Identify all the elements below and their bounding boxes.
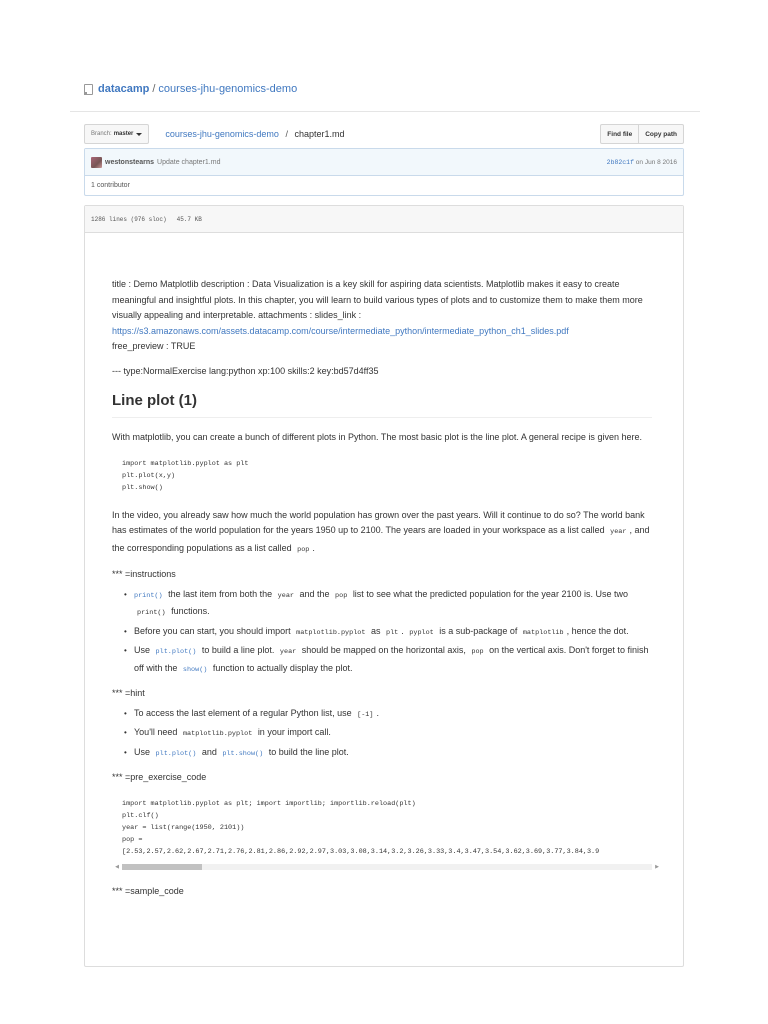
video-text-a: In the video, you already saw how much the world population has grown over the past years. Will it continue to do so? The world bank has estimates of the world population for the years 1950 up to 2100. The years are loaded in your workspace as a list called (112, 509, 645, 535)
file-info-header (85, 206, 683, 233)
commit-author-link[interactable]: westonstearns (105, 158, 155, 166)
inline-code-module: matplotlib.pyplot (296, 628, 366, 637)
breadcrumb (165, 129, 344, 139)
inline-code-print: print() (134, 591, 163, 600)
instr1-text-b: and the (299, 588, 330, 599)
intro-text: title : Demo Matplotlib description : Data Visualization is a key skill for aspiring data scientists. Matplotlib makes it easy to create meaningful and insightful plots. In this chapter, you will learn to build various types of plots and to customize them to make them more visually appealing and interpretable. attachments : slides_link : (112, 279, 643, 320)
markdown-body (112, 277, 659, 899)
inline-code-matplotlib: matplotlib (522, 628, 564, 637)
instr2-text-e: , hence the dot. (566, 625, 629, 636)
file-size: 45.7 KB (176, 215, 202, 223)
instr1-text-c: list to see what the predicted population for the year 2100 is. Use two (352, 588, 628, 599)
free-preview-text: free_preview : TRUE (112, 341, 196, 351)
contributors-row[interactable] (85, 176, 683, 195)
instr3-text-e: function to actually display the plot. (212, 662, 353, 673)
file-line-count: 1286 lines (976 sloc) (91, 215, 167, 223)
hint1-text-a: To access the last element of a regular Python list, use (134, 707, 352, 718)
inline-code-plt: plt (386, 628, 399, 637)
intro-paragraph (112, 277, 652, 355)
inline-code-pop: pop (335, 591, 348, 600)
hint3-text-b: and (201, 746, 217, 757)
list-item (126, 745, 652, 763)
intro-line-plot: With matplotlib, you can create a bunch of different plots in Python. The most basic plot is the line plot. A general recipe is given here. (112, 432, 642, 442)
type-line: --- type:NormalExercise lang:python xp:100 skills:2 key:bd57d4ff35 (112, 365, 379, 376)
branch-select-button[interactable] (84, 124, 149, 144)
header-divider (70, 111, 700, 112)
inline-code-print: print() (137, 609, 166, 617)
copy-path-button[interactable]: Copy path (639, 124, 684, 144)
repo-header (84, 83, 297, 95)
inline-code-year: year (610, 528, 627, 536)
avatar[interactable] (91, 157, 102, 168)
inline-code-pop: pop (471, 648, 484, 656)
list-item (126, 624, 652, 642)
inline-code-year: year (279, 648, 297, 656)
repo-icon (84, 84, 93, 95)
commit-meta (607, 159, 677, 166)
instr1-text-a: the last item from both the (168, 588, 273, 599)
hint3-text-c: to build the line plot. (268, 746, 349, 757)
sample-code-label: *** =sample_code (112, 885, 184, 896)
branch-value: master (113, 131, 134, 137)
instructions-label: *** =instructions (112, 569, 176, 579)
code-block-recipe: import matplotlib.pyplot as plt plt.plot(x,y) plt.show() (122, 458, 652, 494)
slides-link[interactable]: https://s3.amazonaws.com/assets.datacamp.com/course/intermediate_python/intermediate_python_ch1_slides.pdf (112, 325, 569, 336)
instr2-text-b: as (370, 625, 381, 636)
instr3-text-c: should be mapped on the horizontal axis, (301, 645, 466, 655)
instr2-text-c: . (401, 625, 404, 636)
commit-message-link[interactable]: Update chapter1.md (157, 158, 221, 166)
commit-date: on Jun 8 2016 (635, 158, 677, 166)
list-item (126, 725, 652, 743)
commit-sha-link[interactable]: 2b82c1f (606, 158, 634, 166)
instr3-text-b: to build a line plot. (201, 645, 275, 655)
code-block-pre-exercise: import matplotlib.pyplot as plt; import importlib; importlib.reload(plt) plt.clf() year = list(range(1950, 2101)) pop = [2.53,2.57,2.62,2.67,2.71,2.76,2.81,2.86,2.92,2.97,3.03,3.08,3.14,3.2,3.26,3.33,3.4,3.47,3.54,3.62,3.69,3.77,3.84,3.9 (122, 798, 652, 858)
instr2-text-a: Before you can start, you should import (134, 625, 291, 636)
inline-code-year: year (277, 591, 294, 600)
video-paragraph (112, 508, 652, 559)
section-heading: Line plot (1) (112, 391, 652, 418)
file-navigation (84, 123, 684, 145)
video-text-b: , and the corresponding populations as a list called (112, 525, 650, 553)
inline-code-pop: pop (297, 545, 310, 554)
inline-code-show: plt.show() (222, 749, 264, 758)
inline-code-pyplot: pyplot (409, 628, 434, 637)
inline-code-plot: plt.plot() (155, 648, 197, 656)
breadcrumb-file: chapter1.md (294, 129, 345, 139)
scroll-left-icon[interactable]: ◀ (115, 863, 119, 870)
instr3-text-a: Use (134, 645, 151, 655)
inline-code-show: show() (182, 665, 208, 674)
scrollbar-thumb[interactable] (122, 864, 202, 870)
repo-owner-link[interactable]: datacamp (98, 83, 150, 95)
list-item (126, 643, 652, 678)
instr3-text-d: on the vertical axis. Don't forget to finish off with the (134, 645, 649, 673)
hint3-text-a: Use (134, 746, 151, 757)
list-item (126, 587, 652, 622)
scroll-right-icon[interactable]: ▶ (655, 863, 659, 870)
hint1-text-b: . (376, 707, 379, 718)
breadcrumb-repo-link[interactable]: courses-jhu-genomics-demo (165, 129, 279, 139)
find-file-button[interactable]: Find file (600, 124, 639, 144)
branch-label: Branch: (91, 131, 112, 137)
list-item (126, 706, 652, 724)
commit-tease (84, 148, 684, 196)
inline-code-module: matplotlib.pyplot (182, 730, 253, 738)
instr1-text-d: functions. (171, 606, 210, 616)
instructions-list (112, 587, 652, 679)
contributors-count: 1 contributor (91, 182, 130, 189)
latest-commit-row (85, 149, 683, 176)
breadcrumb-separator: / (285, 129, 288, 139)
hint-label: *** =hint (112, 688, 145, 698)
horizontal-scrollbar[interactable] (115, 863, 659, 870)
file-action-buttons (600, 124, 684, 144)
chevron-down-icon (136, 133, 142, 136)
inline-code-plot: plt.plot() (155, 749, 197, 758)
repo-separator: / (152, 83, 156, 95)
pre-exercise-label: *** =pre_exercise_code (112, 772, 207, 782)
hint2-text-a: You'll need (134, 727, 178, 737)
inline-code-index: [-1] (357, 710, 374, 719)
instr2-text-d: is a sub-package of (439, 625, 518, 636)
repo-name-link[interactable]: courses-jhu-genomics-demo (158, 83, 298, 95)
hint-list (112, 706, 652, 763)
hint2-text-b: in your import call. (257, 727, 331, 737)
video-text-c: . (312, 542, 315, 553)
